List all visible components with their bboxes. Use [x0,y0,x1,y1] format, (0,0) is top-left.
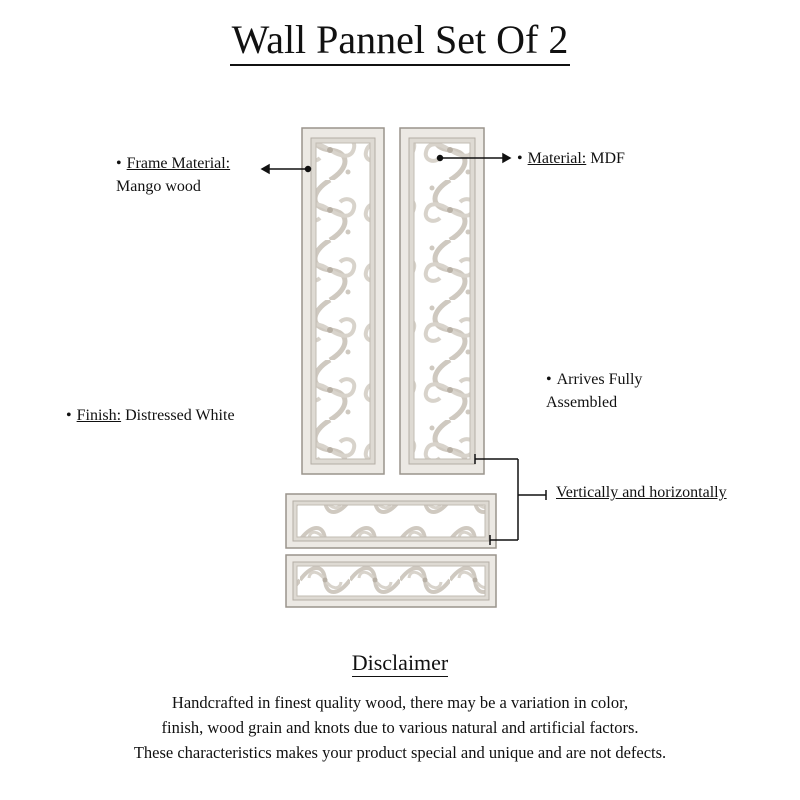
frame-material-value: Mango wood [116,178,201,195]
disclaimer-heading: Disclaimer [351,650,449,675]
frame-material-key: Frame Material: [126,155,231,172]
material-value: MDF [590,150,625,167]
vertical-panel-left [302,128,384,474]
finish-value: Distressed White [125,407,235,424]
callout-material [517,147,625,170]
bullet-icon: • [116,155,122,172]
bullet-icon: • [517,150,523,167]
horizontal-panel-bottom [286,555,496,607]
disclaimer-line: finish, wood grain and knots due to various natural and artificial factors. [161,718,639,737]
finish-key: Finish: [76,407,122,424]
callout-orientation [556,481,727,504]
vertical-panel-right [400,128,484,474]
callout-finish [66,404,235,427]
orientation-text: Vertically and horizontally [556,484,727,501]
disclaimer-line: Handcrafted in finest quality wood, there may be a variation in color, [171,693,629,712]
assembled-line-2: Assembled [546,394,618,411]
callout-assembled [546,368,642,414]
disclaimer-body [60,690,740,765]
bullet-icon: • [66,407,72,424]
assembled-line-1: Arrives Fully [556,371,643,388]
material-key: Material: [527,150,587,167]
horizontal-panel-top [286,494,496,548]
page-title: Wall Pannel Set Of 2 [0,16,800,63]
bullet-icon: • [546,371,552,388]
disclaimer-line: These characteristics makes your product special and unique and are not defects. [133,743,667,762]
callout-frame-material [116,152,230,198]
